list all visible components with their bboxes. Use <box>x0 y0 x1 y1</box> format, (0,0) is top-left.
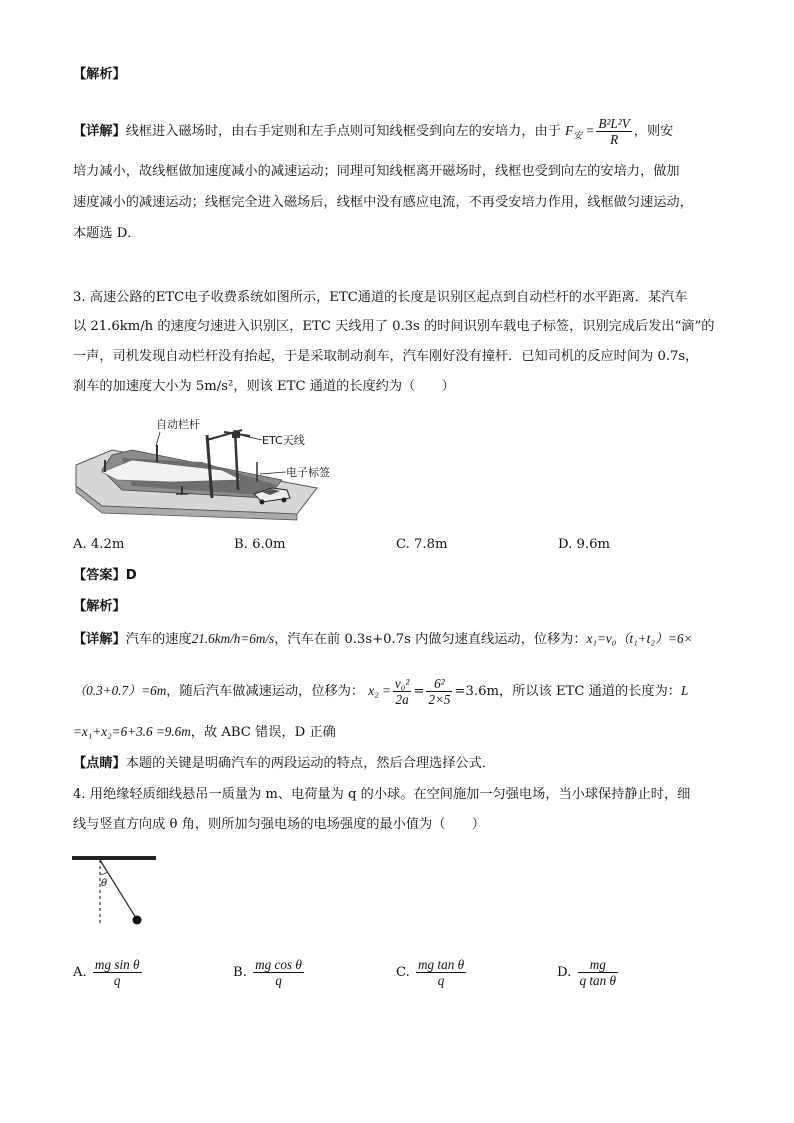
detail-tag-2: 【详解】 <box>73 632 126 647</box>
q3-line-2: 以 21.6km/h 的速度匀速进入识别区，ETC 天线用了 0.3s 的时间识别车载电子标签，识别完成后发出“滴”的 <box>73 319 715 334</box>
fraction-numbers: $\frac{\text{6²}}{2\times 5}$ <box>428 676 451 707</box>
q3-option-a: A. 4.2m <box>73 537 125 552</box>
detail-text-1a: 线框进入磁场时，由右手定则和左手点则可知线框受到向左的安培力，由于 <box>125 124 561 139</box>
q3-option-c: C. 7.8m <box>396 537 448 552</box>
fraction-v0: $\frac{\text{v₀²}}{2a}$ <box>394 676 410 707</box>
q4-option-a: A. $\frac{\text{mg sin θ}}{q}$ <box>73 957 140 988</box>
label-antenna: ETC天线 <box>262 434 305 447</box>
q3-comment: 【点睛】本题的关键是明确汽车的两段运动的特点，然后合理选择公式． <box>73 756 495 771</box>
q4-option-d: D. $\frac{mg}{\text{q tan θ}}$ <box>557 957 617 988</box>
q3-line-4: 刹车的加速度大小为 5m/s²，则该 ETC 通道的长度约为（ ） <box>73 379 455 394</box>
formula-fraction: $\frac{\text{B²L²V}}{R}$ <box>598 116 630 147</box>
q4-option-b: B. $\frac{\text{mg cos θ}}{q}$ <box>233 957 302 988</box>
q4-line-2: 线与竖直方向成 θ 角，则所加匀强电场的电场强度的最小值为（ ） <box>73 817 485 832</box>
analysis-heading-1: 【解析】 <box>73 67 126 82</box>
pendulum-figure <box>70 852 160 932</box>
q3-detail-line-2: （0.3+0.7）=6m，随后汽车做减速运动，位移为： x₂ = $\frac{\text{v₀²}}{2a}$ = $\frac{\text{6²}}{2\times 5}$ =3.6m，所以该 ETC 通道的长度为：L <box>73 676 689 707</box>
detail-line-3: 速度减小的减速运动；线框完全进入磁场后，线框中没有感应电流，不再受安培力作用，线框做匀速运动， <box>73 195 693 210</box>
q3-answer: 【答案】D <box>73 568 137 583</box>
q3-option-b: B. 6.0m <box>234 537 286 552</box>
formula-f: $F_安$ = <box>565 123 595 141</box>
q4-option-c: C. $\frac{\text{mg tan θ}}{q}$ <box>396 957 465 988</box>
detail-line-4: 本题选 D． <box>73 226 141 241</box>
q3-line-1: 3. 高速公路的ETC电子收费系统如图所示，ETC通道的长度是识别区起点到自动栏杆的水平距离．某汽车 <box>73 290 688 305</box>
q3-line-3: 一声，司机发现自动栏杆没有抬起，于是采取制动刹车，汽车刚好没有撞杆．已知司机的反应时间为 0.7s， <box>73 349 699 364</box>
detail-text-1b: ，则安 <box>633 124 674 139</box>
q3-detail-line-1: 【详解】汽车的速度21.6km/h=6m/s，汽车在前 0.3s+0.7s 内做匀速直线运动，位移为：x₁=v₀（t₁+t₂）=6× <box>73 631 693 647</box>
q4-line-1: 4. 用绝缘轻质细线悬吊一质量为 m、电荷量为 q 的小球。在空间施加一匀强电场，当小球保持静止时，细 <box>73 787 691 802</box>
detail-line-2: 培力减小，故线框做加速度减小的减速运动；同理可知线框离开磁场时，线框也受到向左的安培力，做加 <box>73 164 680 179</box>
theta-label: θ <box>101 878 108 889</box>
q3-option-d: D. 9.6m <box>558 537 610 552</box>
label-tag: 电子标签 <box>286 466 330 479</box>
comment-tag: 【点睛】 <box>73 756 126 771</box>
label-gate: 自动栏杆 <box>156 418 200 431</box>
detail-line-1 <box>73 116 673 147</box>
q3-detail-line-3: =x₁+x₂=6+3.6 =9.6m，故 ABC 错误，D 正确 <box>73 724 336 740</box>
etc-figure <box>72 410 332 525</box>
detail-tag: 【详解】 <box>73 124 126 139</box>
analysis-heading-2: 【解析】 <box>73 599 126 614</box>
